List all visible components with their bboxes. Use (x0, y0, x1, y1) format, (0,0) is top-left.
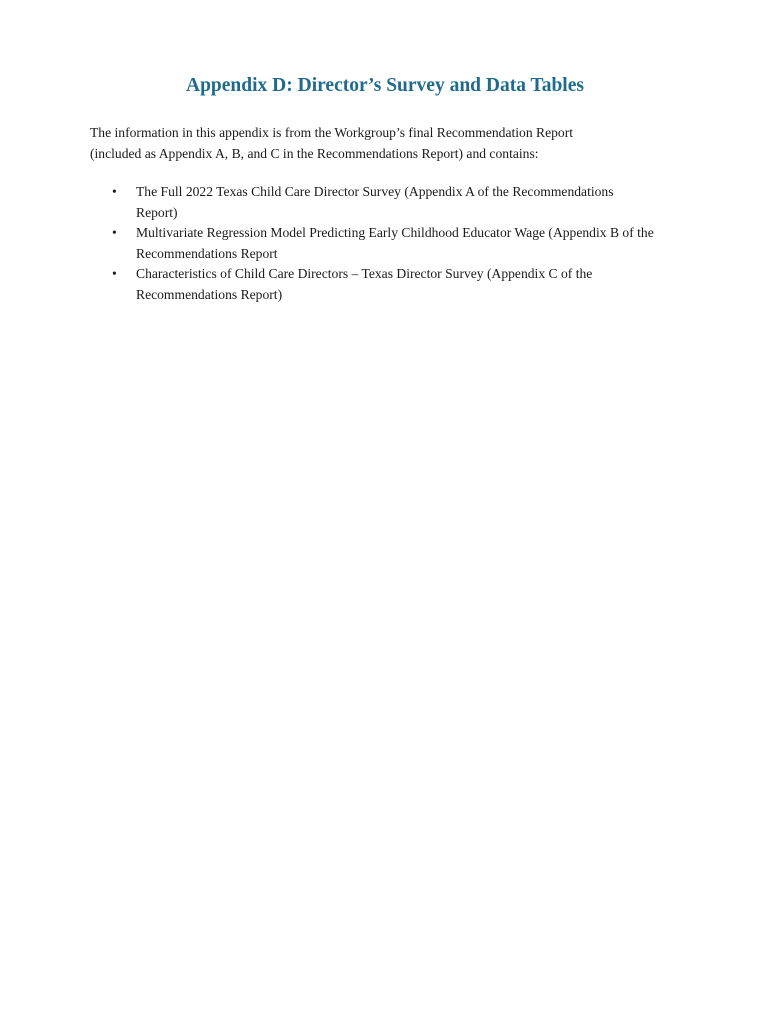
page-title: Appendix D: Director’s Survey and Data Tables (186, 75, 584, 96)
list-item-line-2: Recommendations Report (136, 245, 278, 261)
intro-line-2: (included as Appendix A, B, and C in the Recommendations Report) and contains: (90, 146, 539, 161)
intro-line-1: The information in this appendix is from the Workgroup’s final Recommendation Report (90, 125, 574, 140)
intro-paragraph (90, 122, 650, 164)
list-item-line-1: Multivariate Regression Model Predicting Early Childhood Educator Wage (Appendix B of the (136, 225, 654, 240)
list-item-line-2: Recommendations Report) (136, 286, 283, 302)
bullet-icon: • (112, 225, 117, 240)
list-item-line-1: The Full 2022 Texas Child Care Director Survey (Appendix A of the Recommendations (136, 184, 614, 199)
list-item-line-1: Characteristics of Child Care Directors – Texas Director Survey (Appendix C of the (136, 266, 593, 281)
list-item-line-2: Report) (136, 204, 178, 220)
list-item (90, 264, 730, 305)
list-item (90, 223, 730, 264)
contents-list (90, 182, 730, 305)
list-item (90, 182, 730, 223)
bullet-icon: • (112, 266, 117, 281)
bullet-icon: • (112, 184, 117, 199)
